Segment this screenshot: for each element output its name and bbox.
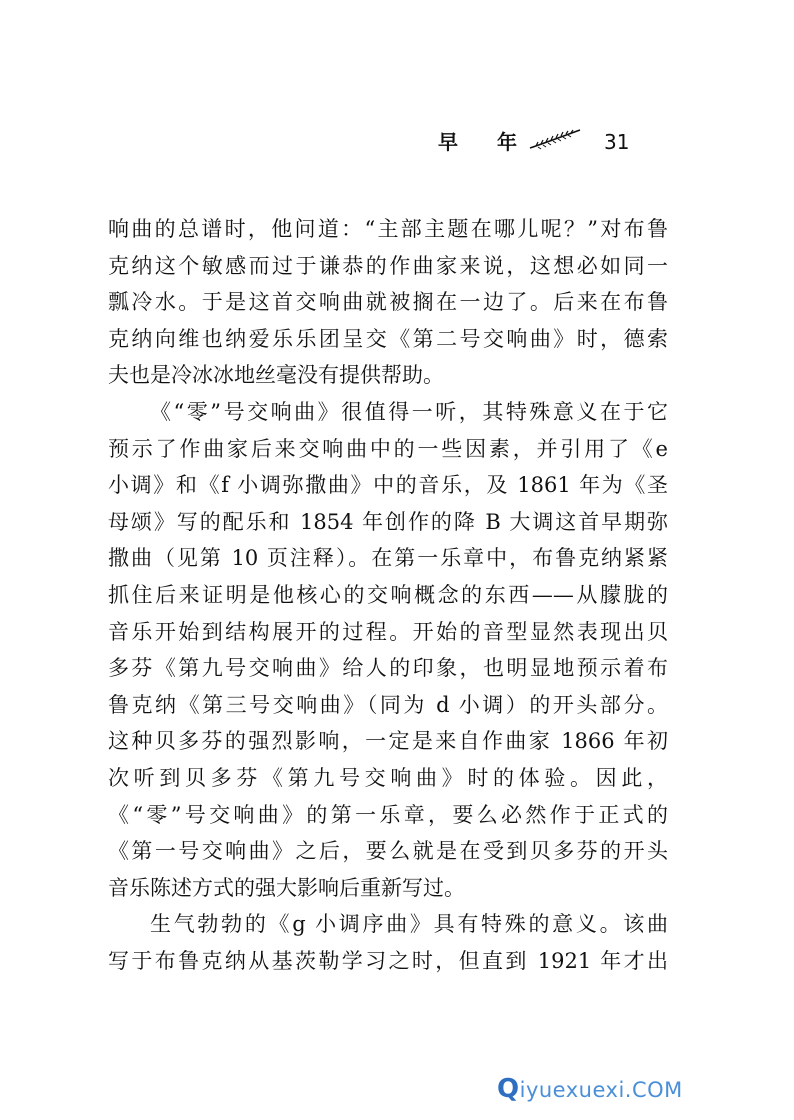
running-header <box>0 122 794 162</box>
text-line: 《第一号交响曲》之后，要么就是在受到贝多芬的开头 <box>108 839 668 864</box>
text-line: 响曲的总谱时，他问道：“主部主题在哪儿呢？”对布鲁 <box>108 217 668 241</box>
text-line: 音乐陈述方式的强大影响后重新写过。 <box>108 875 465 900</box>
text-line: 克纳向维也纳爱乐乐团呈交《第二号交响曲》时，德索 <box>108 326 668 351</box>
text-line: 小调》和《f 小调弥撒曲》中的音乐，及 1861 年为《圣 <box>108 473 668 498</box>
text-line: 母颂》写的配乐和 1854 年创作的降 B 大调这首早期弥 <box>108 509 668 534</box>
text-line: 《“零”号交响曲》很值得一听，其特殊意义在于它 <box>150 399 668 424</box>
text-line: 这种贝多芬的强烈影响，一定是来自作曲家 1866 年初 <box>108 729 668 754</box>
text-line: 夫也是冷冰冰地丝毫没有提供帮助。 <box>108 363 444 388</box>
text-line: 多芬《第九号交响曲》给人的印象，也明显地预示着布 <box>108 656 668 681</box>
watermark-text: iyuexuexi.COM <box>519 1078 683 1102</box>
watermark-logo-letter: Q <box>497 1074 520 1104</box>
text-line: 写于布鲁克纳从基茨勒学习之时，但直到 1921 年才出 <box>108 948 668 973</box>
text-line: 撒曲（见第 10 页注释）。在第一乐章中，布鲁克纳紧紧 <box>108 546 668 571</box>
feather-flourish-icon <box>528 128 582 154</box>
text-line: 鲁克纳《第三号交响曲》（同为 d 小调）的开头部分。 <box>108 692 668 717</box>
text-line: 《“零”号交响曲》的第一乐章，要么必然作于正式的 <box>108 802 668 827</box>
text-line: 音乐开始到结构展开的过程。开始的音型显然表现出贝 <box>108 619 668 644</box>
text-line: 瓢冷水。于是这首交响曲就被搁在一边了。后来在布鲁 <box>108 290 668 315</box>
text-line: 生气勃勃的《g 小调序曲》具有特殊的意义。该曲 <box>150 912 668 937</box>
text-line: 抓住后来证明是他核心的交响概念的东西——从朦胧的 <box>108 582 668 607</box>
body-text <box>108 211 668 979</box>
text-line: 次听到贝多芬《第九号交响曲》时的体验。因此， <box>108 765 668 790</box>
page-number: 31 <box>604 130 630 154</box>
site-watermark <box>497 1074 683 1104</box>
text-line: 克纳这个敏感而过于谦恭的作曲家来说，这想必如同一 <box>108 253 668 278</box>
chapter-title: 早 年 <box>438 130 533 154</box>
text-line: 预示了作曲家后来交响曲中的一些因素，并引用了《e <box>108 436 668 461</box>
